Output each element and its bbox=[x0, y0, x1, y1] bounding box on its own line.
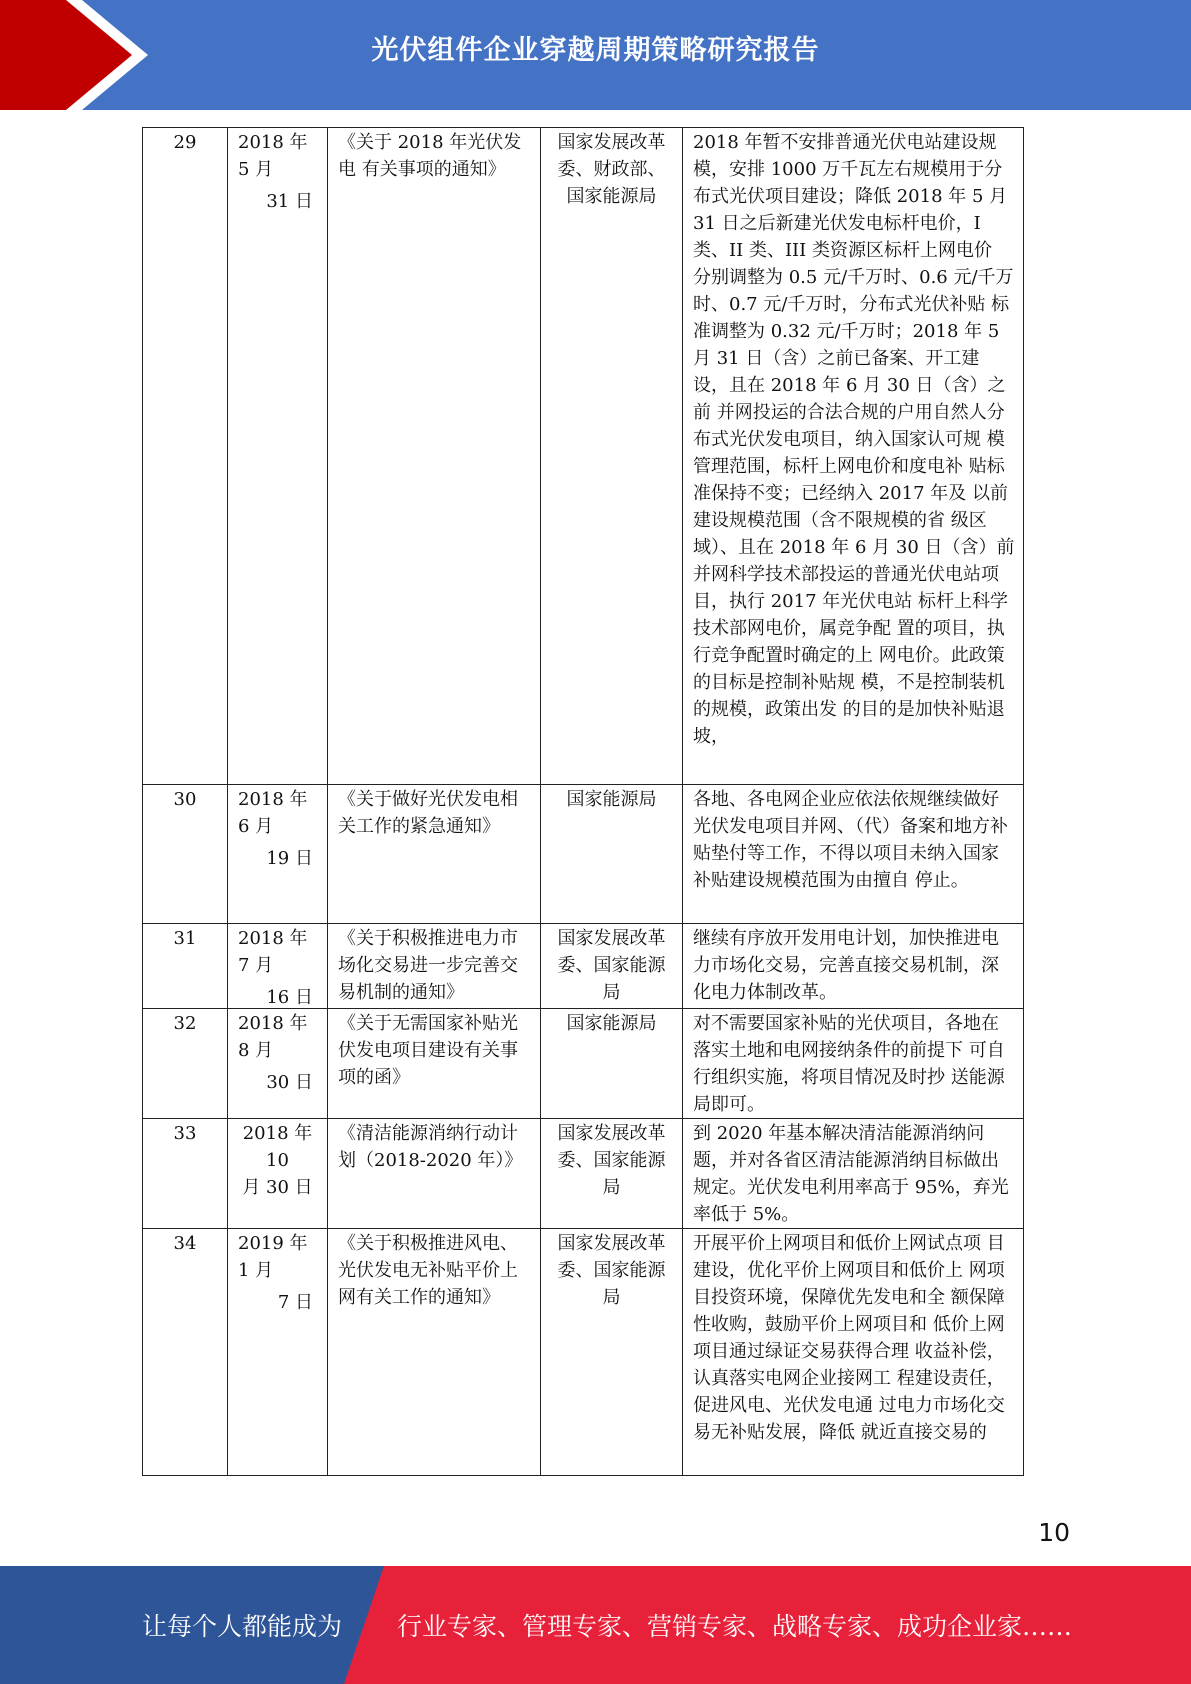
row-date: 2018 年 8 月 30 日 bbox=[238, 1013, 313, 1093]
row-number: 32 bbox=[173, 1013, 197, 1034]
page-footer bbox=[0, 1566, 1191, 1684]
row-issuing-agency: 国家发展改革委、国家能源局 bbox=[557, 1233, 666, 1308]
row-issuing-agency: 国家发展改革委、国家能源局 bbox=[557, 1123, 666, 1198]
row-issuing-agency: 国家发展改革委、财政部、国家能源局 bbox=[557, 132, 666, 207]
row-number: 30 bbox=[173, 789, 197, 810]
row-content: 到 2020 年基本解决清洁能源消纳问题，并对各省区清洁能源消纳目标做出规定。光伏发电利用率高于 95%，弃光率低于 5%。 bbox=[693, 1123, 1009, 1225]
table-row bbox=[143, 1009, 1024, 1119]
table-row bbox=[143, 1119, 1024, 1229]
row-content: 2018 年暂不安排普通光伏电站建设规 模，安排 1000 万千瓦左右规模用于分 布式光伏项目建设；降低 2018 年 5 月 31 日之后新建光伏发电标杆电价，I 类、II 类、III 类资源区标杆上网电价 分别调整为 0.5 元/千万时、0.6 元/千万 时、0.7 元/千万时，分布式光伏补贴 标准调整为 0.32 元/千万时；2018 年 5 月 31 日（含）之前已备案、开工建 设，且在 2018 年 6 月 30 日（含）之前 并网投运的合法合规的户用自然人分 布式光伏发电项目，纳入国家认可规 模管理范围，标杆上网电价和度电补 贴标准保持不变；已经纳入 2017 年及 以前建设规模范围（含不限规模的省 级区域）、且在 2018 年 6 月 30 日（含）前并网科学技术部投运的普通光伏电站项目，执行 2017 年光伏电站 标杆上科学技术部网电价，属竞争配 置的项目，执行竞争配置时确定的上 网电价。此政策的目标是控制补贴规 模，不是控制装机的规模，政策出发 的目的是加快补贴退坡， bbox=[693, 132, 1015, 747]
footer-slogan-right: 行业专家、管理专家、营销专家、战略专家、成功企业家…… bbox=[397, 1612, 1073, 1641]
page-number: 10 bbox=[1038, 1518, 1070, 1547]
row-date: 2018 年 6 月 19 日 bbox=[238, 789, 313, 869]
page-header bbox=[0, 0, 1191, 110]
row-number: 34 bbox=[173, 1233, 197, 1254]
row-date: 2019 年 1 月 7 日 bbox=[238, 1233, 313, 1313]
row-issuing-agency: 国家能源局 bbox=[566, 1013, 657, 1034]
report-title: 光伏组件企业穿越周期策略研究报告 bbox=[371, 35, 820, 66]
row-number: 33 bbox=[173, 1123, 197, 1144]
row-document-title: 《关于无需国家补贴光 伏发电项目建设有关事 项的函》 bbox=[338, 1013, 518, 1088]
row-content: 对不需要国家补贴的光伏项目，各地在落实土地和电网接纳条件的前提下 可自行组织实施，将项目情况及时抄 送能源局即可。 bbox=[693, 1013, 1005, 1115]
row-document-title: 《关于积极推进风电、 光伏发电无补贴平价上 网有关工作的通知》 bbox=[338, 1233, 518, 1308]
row-issuing-agency: 国家能源局 bbox=[566, 789, 657, 810]
row-number: 29 bbox=[173, 132, 197, 153]
table-row bbox=[143, 785, 1024, 924]
row-content: 开展平价上网项目和低价上网试点项 目建设，优化平价上网项目和低价上 网项目投资环境，保障优先发电和全 额保障性收购，鼓励平价上网项目和 低价上网项目通过绿证交易获得合理 收益补偿，认真落实电网企业接网工 程建设责任，促进风电、光伏发电通 过电力市场化交易无补贴发展，降低 就近直接交易的 bbox=[693, 1233, 1005, 1443]
table-row bbox=[143, 1229, 1024, 1476]
row-document-title: 《关于积极推进电力市 场化交易进一步完善交 易机制的通知》 bbox=[338, 928, 518, 1003]
policy-table-wrapper bbox=[142, 127, 1024, 1476]
table-row bbox=[143, 128, 1024, 785]
row-date: 2018 年 7 月 16 日 bbox=[238, 928, 313, 1008]
row-number: 31 bbox=[173, 928, 197, 949]
row-document-title: 《清洁能源消纳行动计划（2018-2020 年）》 bbox=[338, 1123, 523, 1171]
row-issuing-agency: 国家发展改革委、国家能源局 bbox=[557, 928, 666, 1003]
row-date: 2018 年 10 月 30 日 bbox=[242, 1123, 313, 1198]
footer-slogan-left: 让每个人都能成为 bbox=[142, 1612, 343, 1641]
row-content: 继续有序放开发用电计划，加快推进电力市场化交易，完善直接交易机制，深化电力体制改革。 bbox=[693, 928, 999, 1003]
table-row bbox=[143, 924, 1024, 1009]
row-document-title: 《关于 2018 年光伏发电 有关事项的通知》 bbox=[338, 132, 522, 180]
policy-table bbox=[142, 127, 1024, 1476]
row-content: 各地、各电网企业应依法依规继续做好光伏发电项目并网、（代）备案和地方补贴垫付等工作，不得以项目未纳入国家补贴建设规模范围为由擅自 停止。 bbox=[693, 789, 1008, 891]
row-date: 2018 年 5 月 31 日 bbox=[238, 132, 313, 212]
row-document-title: 《关于做好光伏发电相 关工作的紧急通知》 bbox=[338, 789, 518, 837]
